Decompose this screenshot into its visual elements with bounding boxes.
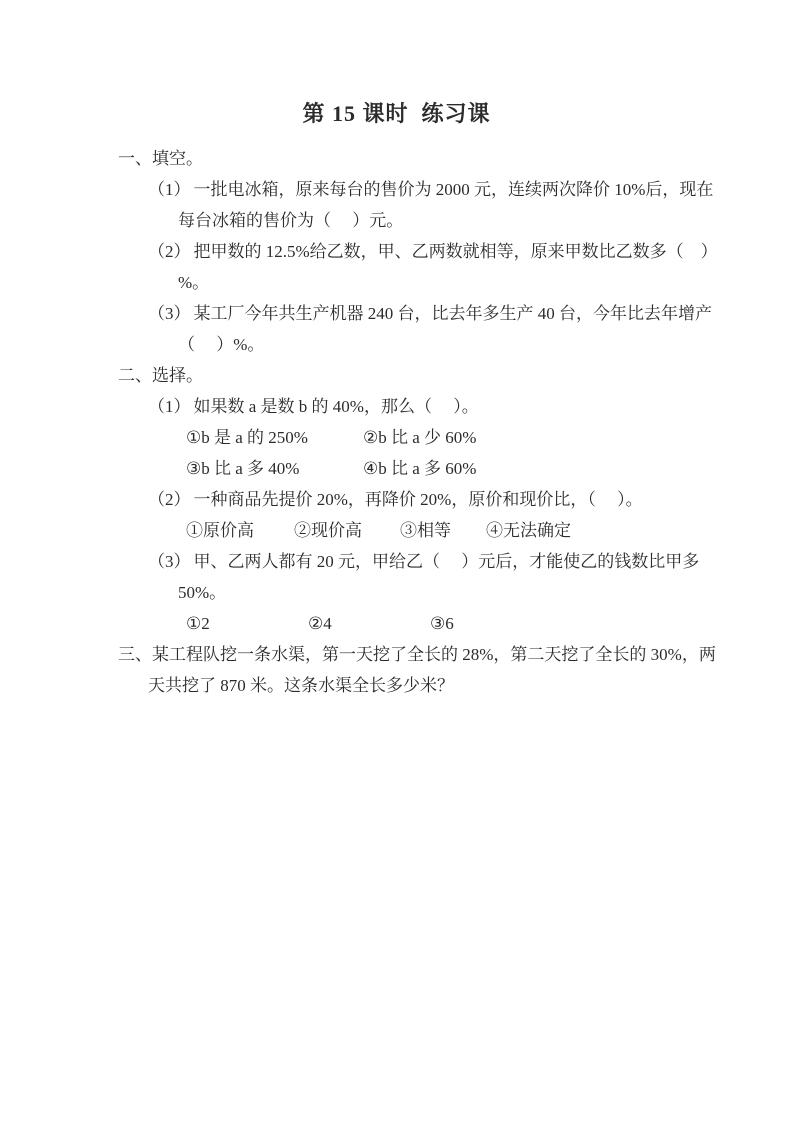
problem-line (0, 391, 793, 422)
options-row (0, 608, 793, 639)
problem-text: 一种商品先提价 20%，再降价 20%，原价和现价比，（ ）。 (193, 490, 643, 509)
problem-text: 甲、乙两人都有 20 元，甲给乙（ ）元后，才能使乙的钱数比甲多 (193, 552, 700, 571)
item-number: （1） (148, 397, 191, 416)
page-title: 第 15 课时 练习课 (302, 101, 491, 126)
item-number: （3） (148, 552, 191, 571)
section-label: 一、 (118, 149, 152, 168)
options-row (0, 422, 793, 453)
problem-continuation: （ ）%。 (178, 335, 265, 354)
option-label: ②4 (308, 614, 332, 633)
section-label: 三、 (118, 645, 152, 664)
option-label: ④b 比 a 多 60% (363, 459, 477, 478)
section-heading-row (0, 143, 793, 174)
section-fill-blanks (0, 143, 793, 360)
section-heading-text: 选择。 (152, 366, 203, 385)
problem-text: 如果数 a 是数 b 的 40%，那么（ ）。 (193, 397, 479, 416)
problem-text: 把甲数的 12.5%给乙数，甲、乙两数就相等，原来甲数比乙数多（ ） (193, 242, 718, 261)
section-word-problem (0, 639, 793, 701)
section-label: 二、 (118, 366, 152, 385)
option-label: ①2 (186, 614, 210, 633)
option-label: ③相等 (400, 521, 451, 540)
section-multiple-choice (0, 360, 793, 639)
section-heading-text: 填空。 (152, 149, 203, 168)
item-number: （3） (148, 304, 191, 323)
option-label: ①原价高 (186, 521, 254, 540)
problem-line (0, 484, 793, 515)
problem-continuation: 每台冰箱的售价为（ ）元。 (178, 211, 404, 230)
problem-continuation: %。 (178, 273, 210, 292)
option-label: ③b 比 a 多 40% (186, 459, 300, 478)
problem-line (0, 174, 793, 205)
option-label: ②b 比 a 少 60% (363, 428, 477, 447)
options-row (0, 453, 793, 484)
problem-line (0, 298, 793, 329)
problem-text: 一批电冰箱，原来每台的售价为 2000 元，连续两次降价 10%后，现在 (193, 180, 714, 199)
problem-text: 某工厂今年共生产机器 240 台，比去年多生产 40 台，今年比去年增产 (193, 304, 712, 323)
option-label: ③6 (430, 614, 454, 633)
section-heading-row (0, 360, 793, 391)
item-number: （1） (148, 180, 191, 199)
problem-continuation: 天共挖了 870 米。这条水渠全长多少米？ (148, 676, 454, 695)
problem-continuation: 50%。 (178, 583, 227, 602)
option-label: ①b 是 a 的 250% (186, 428, 308, 447)
option-label: ④无法确定 (486, 521, 571, 540)
options-row (0, 515, 793, 546)
option-label: ②现价高 (294, 521, 362, 540)
problem-text: 某工程队挖一条水渠，第一天挖了全长的 28%，第二天挖了全长的 30%，两 (152, 645, 716, 664)
problem-line (0, 639, 793, 670)
item-number: （2） (148, 242, 191, 261)
problem-line (0, 546, 793, 577)
problem-line (0, 236, 793, 267)
item-number: （2） (148, 490, 191, 509)
